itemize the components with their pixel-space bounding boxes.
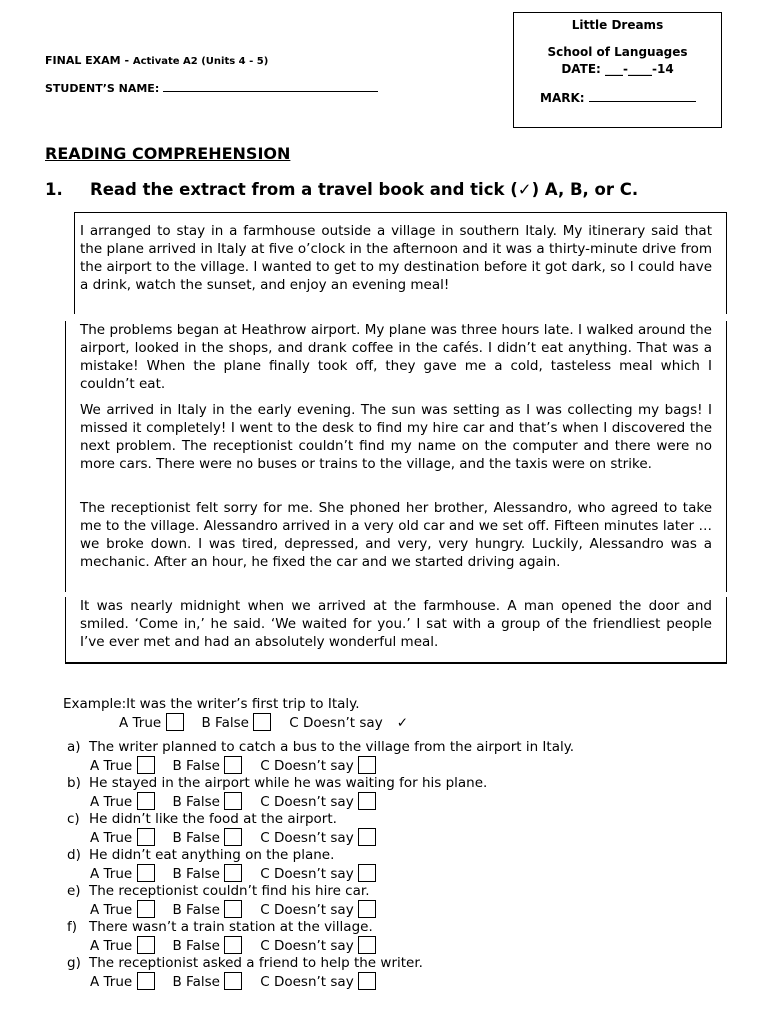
checkbox-doesnt-say[interactable] [358,756,376,774]
checkbox-true[interactable] [137,936,155,954]
question-label: b) [67,775,81,791]
question-item [67,882,369,900]
checkbox-false[interactable] [224,756,242,774]
question-heading: 1. Read the extract from a travel book and tick (✓) A, B, or C. [45,180,639,199]
checkbox-true[interactable] [137,756,155,774]
paragraph-3: We arrived in Italy in the early evening. The sun was setting as I was collecting my bags! I missed it completely! I went to the desk to find my hire car and that’s when I discovered the next problem. The receptionist couldn’t find my name on the computer and there were no more cars. There were no buses or trains to the village, and the taxis were on strike. [80,402,712,472]
student-name-line[interactable] [163,91,378,92]
checkbox-doesnt-say[interactable] [358,792,376,810]
checkbox-doesnt-say[interactable] [358,900,376,918]
question-label: d) [67,847,81,863]
question-label: f) [67,919,78,935]
question-item [67,774,487,792]
exam-header [45,47,378,102]
checkbox-true[interactable] [137,864,155,882]
date-field: DATE: ___-____-14 [561,62,674,76]
example-checkbox-a[interactable] [166,713,184,731]
checkbox-true[interactable] [137,828,155,846]
question-text: He didn’t like the food at the airport. [89,811,337,827]
checkbox-false[interactable] [224,936,242,954]
checkbox-true[interactable] [137,900,155,918]
example-question: Example:It was the writer’s first trip to Italy. [63,696,360,712]
question-item [67,810,337,828]
answer-options: A True B False C Doesn’t say [90,900,376,919]
checkbox-doesnt-say[interactable] [358,864,376,882]
question-item [67,954,423,972]
mark-row: MARK: [540,91,696,105]
checkbox-false[interactable] [224,792,242,810]
answer-options: A True B False C Doesn’t say [90,936,376,955]
answer-options: A True B False C Doesn’t say [90,756,376,775]
checkbox-doesnt-say[interactable] [358,828,376,846]
mark-line[interactable] [589,101,696,102]
checkbox-false[interactable] [224,864,242,882]
student-name-row: STUDENT’S NAME: [45,75,378,102]
answer-options: A True B False C Doesn’t say [90,828,376,847]
school-subtitle: School of Languages [547,45,688,59]
question-text: The receptionist asked a friend to help the writer. [89,955,423,971]
question-text: He stayed in the airport while he was waiting for his plane. [89,775,488,791]
answer-options: A True B False C Doesn’t say [90,972,376,991]
paragraph-5: It was nearly midnight when we arrived at the farmhouse. A man opened the door and smiled. ‘Come in,’ he said. ‘We waited for you.’ I sat with a group of the friendliest people I’ve ever met and had an absolutely wonderful meal. [80,598,712,650]
question-item [67,918,373,936]
checkbox-true[interactable] [137,792,155,810]
paragraph-4: The receptionist felt sorry for me. She phoned her brother, Alessandro, who agreed to take me to the village. Alessandro arrived in a very old car and we set off. Fifteen minutes later … we broke down. I was tired, depressed, and very, very hungry. Luckily, Alessandro was a mechanic. After an hour, he fixed the car and we started driving again. [80,500,712,570]
answer-options: A True B False C Doesn’t say [90,792,376,811]
question-text: There wasn’t a train station at the village. [89,919,373,935]
example-checkbox-b[interactable] [253,713,271,731]
question-text: He didn’t eat anything on the plane. [89,847,335,863]
question-text: The writer planned to catch a bus to the village from the airport in Italy. [89,739,575,755]
question-label: a) [67,739,81,755]
checkbox-false[interactable] [224,828,242,846]
checkbox-doesnt-say[interactable] [358,936,376,954]
school-name: Little Dreams [571,18,664,32]
paragraph-1: I arranged to stay in a farmhouse outside a village in southern Italy. My itinerary said that the plane arrived in Italy at five o’clock in the afternoon and it was a thirty-minute drive from the airport to the village. I wanted to get to my destination before it got dark, so I could have a drink, watch the sunset, and enjoy an evening meal! [80,223,712,293]
question-item [67,846,334,864]
checkbox-doesnt-say[interactable] [358,972,376,990]
question-item [67,738,574,756]
section-title: READING COMPREHENSION [45,144,291,163]
question-label: g) [67,955,81,971]
exam-subtitle: Activate A2 (Units 4 - 5) [132,56,269,67]
question-text: The receptionist couldn’t find his hire car. [89,883,370,899]
question-label: c) [67,811,80,827]
checkbox-false[interactable] [224,900,242,918]
checkbox-false[interactable] [224,972,242,990]
checkbox-true[interactable] [137,972,155,990]
exam-title: FINAL EXAM - Activate A2 (Units 4 - 5) [45,54,269,67]
answer-options: A True B False C Doesn’t say [90,864,376,883]
example-options: A True B False C Doesn’t say ✓ [119,715,409,731]
paragraph-2: The problems began at Heathrow airport. My plane was three hours late. I walked around the airport, looked in the shops, and drank coffee in the cafés. I didn’t eat anything. That was a mistake! When the plane finally took off, they gave me a cold, tasteless meal which I couldn’t eat. [80,322,712,392]
check-mark-icon: ✓ [396,715,409,731]
question-label: e) [67,883,81,899]
school-info-box [513,12,722,128]
